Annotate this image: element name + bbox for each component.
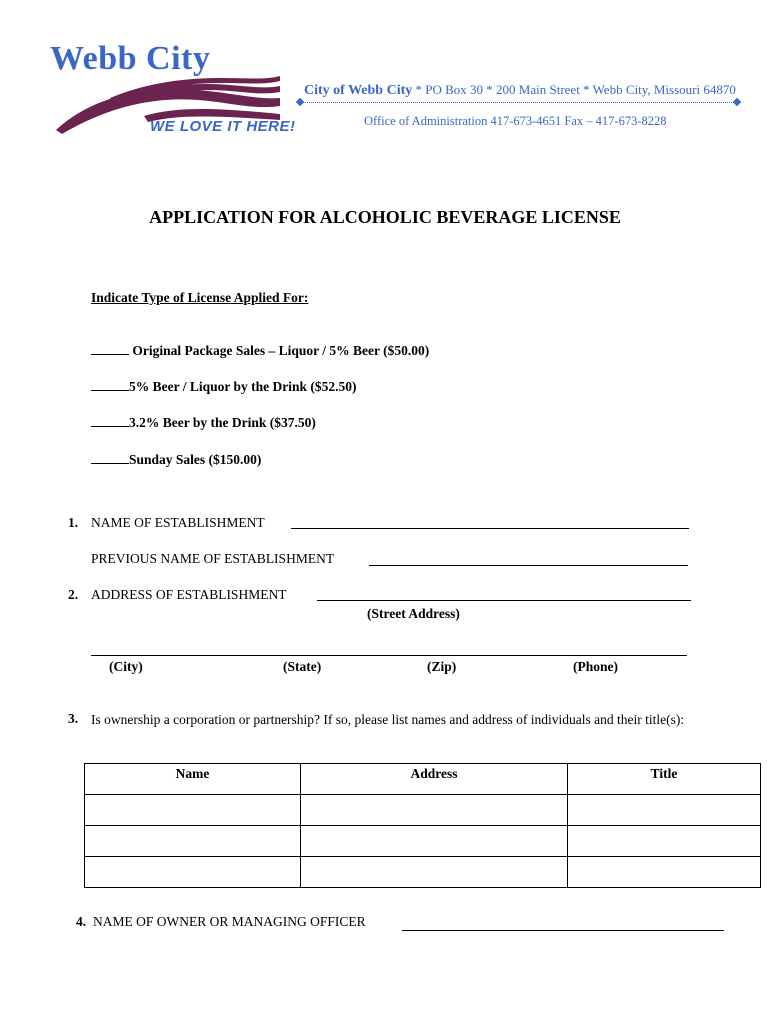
city-name: City of Webb City: [304, 83, 413, 98]
address-cell[interactable]: [301, 826, 568, 857]
zip-caption: (Zip): [427, 659, 457, 674]
establishment-name-field[interactable]: [291, 528, 689, 529]
column-header-title: Title: [568, 764, 761, 795]
state-caption: (State): [283, 659, 322, 674]
header-dotted-rule: [300, 102, 738, 103]
q1-label: NAME OF ESTABLISHMENT: [91, 515, 265, 530]
city-state-zip-phone-field[interactable]: [91, 655, 687, 656]
q2-number: 2.: [68, 587, 79, 602]
name-cell[interactable]: [85, 857, 301, 888]
address-cell[interactable]: [301, 857, 568, 888]
license-option-blank[interactable]: [91, 353, 129, 355]
owner-name-field[interactable]: [402, 930, 724, 931]
license-type-heading: Indicate Type of License Applied For:: [91, 290, 309, 305]
license-option-label: Sunday Sales ($150.00): [129, 452, 262, 467]
license-option-sunday: [91, 452, 261, 468]
title-cell[interactable]: [568, 826, 761, 857]
table-row: [85, 826, 761, 857]
owners-table: [84, 763, 761, 888]
license-option-label: 3.2% Beer by the Drink ($37.50): [129, 415, 316, 430]
table-row: [85, 857, 761, 888]
city-caption: (City): [109, 659, 143, 674]
office-contact-line: Office of Administration 417-673-4651 Fax – 417-673-8228: [364, 114, 667, 128]
previous-name-field[interactable]: [369, 565, 688, 566]
diamond-right-icon: [733, 98, 741, 106]
name-cell[interactable]: [85, 826, 301, 857]
street-address-caption: (Street Address): [367, 606, 460, 621]
license-option-blank[interactable]: [91, 425, 129, 427]
title-cell[interactable]: [568, 795, 761, 826]
address-cell[interactable]: [301, 795, 568, 826]
license-option-label: 5% Beer / Liquor by the Drink ($52.50): [129, 379, 357, 394]
column-header-address: Address: [301, 764, 568, 795]
license-option-label: Original Package Sales – Liquor / 5% Beer ($50.00): [132, 343, 430, 358]
column-header-name: Name: [85, 764, 301, 795]
previous-name-label: PREVIOUS NAME OF ESTABLISHMENT: [91, 551, 335, 566]
q2-label: ADDRESS OF ESTABLISHMENT: [91, 587, 287, 602]
table-header-row: [85, 764, 761, 795]
name-cell[interactable]: [85, 795, 301, 826]
license-option-blank[interactable]: [91, 389, 129, 391]
license-option-package: [91, 343, 429, 359]
phone-caption: (Phone): [573, 659, 618, 674]
license-option-by-drink: [91, 379, 357, 395]
city-address-line: [304, 82, 736, 99]
q3-question: Is ownership a corporation or partnership? If so, please list names and address of individuals and their title(s):: [91, 712, 685, 727]
logo-tagline: WE LOVE IT HERE!: [150, 118, 296, 135]
q1-number: 1.: [68, 515, 79, 530]
license-option-32-beer: [91, 415, 316, 431]
license-option-blank[interactable]: [91, 462, 129, 464]
city-address: * PO Box 30 * 200 Main Street * Webb City, Missouri 64870: [412, 82, 736, 97]
diamond-left-icon: [296, 98, 304, 106]
document-title: APPLICATION FOR ALCOHOLIC BEVERAGE LICENSE: [149, 207, 621, 227]
q4-label: NAME OF OWNER OR MANAGING OFFICER: [93, 914, 366, 929]
q3-number: 3.: [68, 711, 79, 726]
q4-number: 4.: [76, 914, 87, 929]
title-cell[interactable]: [568, 857, 761, 888]
table-row: [85, 795, 761, 826]
street-address-field[interactable]: [317, 600, 691, 601]
logo-title: Webb City: [50, 40, 211, 77]
